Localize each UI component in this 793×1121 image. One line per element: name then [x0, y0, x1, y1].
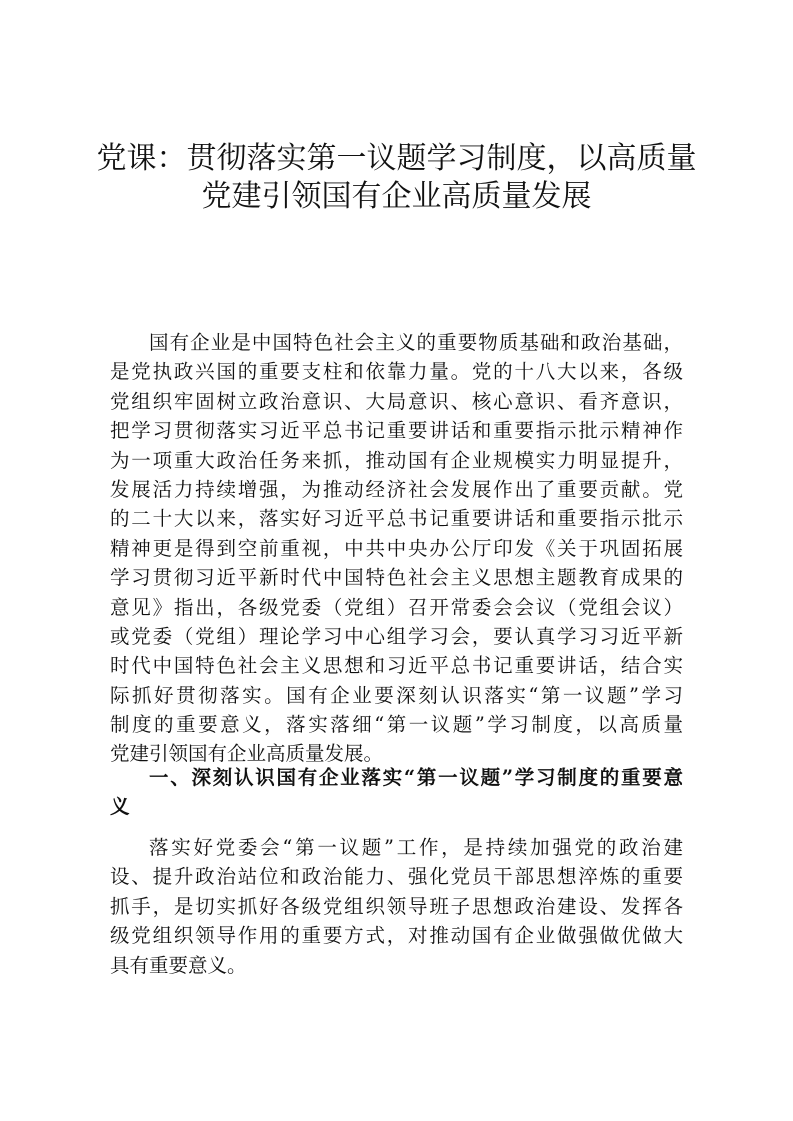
- text-line: 精神更是得到空前重视，中共中央办公厅印发《关于巩固拓展: [110, 536, 683, 560]
- title-line: 党建引领国有企业高质量发展: [201, 179, 592, 214]
- text-line: 为一项重大政治任务来抓，推动国有企业规模实力明显提升，: [110, 448, 683, 472]
- text-line: 义: [110, 795, 130, 819]
- paragraph-section-1: [110, 833, 683, 980]
- paragraph-intro: [110, 328, 683, 769]
- text-line: 意见》指出，各级党委（党组）召开常委会会议（党组会议）: [110, 595, 683, 619]
- document-title: [60, 140, 733, 216]
- text-line: 把学习贯彻落实习近平总书记重要讲话和重要指示批示精神作: [110, 419, 683, 443]
- text-line: 党建引领国有企业高质量发展。: [110, 742, 384, 766]
- text-line: 一、深刻认识国有企业落实“第一议题”学习制度的重要意: [149, 766, 683, 789]
- text-line: 或党委（党组）理论学习中心组学习会，要认真学习习近平新: [110, 624, 683, 648]
- text-line: 学习贯彻习近平新时代中国特色社会主义思想主题教育成果的: [110, 566, 683, 590]
- text-line: 际抓好贯彻落实。国有企业要深刻认识落实“第一议题”学习: [110, 683, 683, 707]
- section-heading-1: [110, 763, 683, 822]
- text-line: 发展活力持续增强，为推动经济社会发展作出了重要贡献。党: [110, 477, 683, 501]
- text-line: 制度的重要意义，落实落细“第一议题”学习制度，以高质量: [110, 713, 683, 737]
- text-line: 抓手，是切实抓好各级党组织领导班子思想政治建设、发挥各: [110, 894, 683, 918]
- text-line: 国有企业是中国特色社会主义的重要物质基础和政治基础，: [149, 331, 683, 354]
- text-line: 具有重要意义。: [110, 953, 247, 977]
- text-line: 时代中国特色社会主义思想和习近平总书记重要讲话，结合实: [110, 654, 683, 678]
- text-line: 是党执政兴国的重要支柱和依靠力量。党的十八大以来，各级: [110, 360, 683, 384]
- text-line: 级党组织领导作用的重要方式，对推动国有企业做强做优做大: [110, 924, 683, 948]
- text-line: 的二十大以来，落实好习近平总书记重要讲话和重要指示批示: [110, 507, 683, 531]
- title-line: 党课：贯彻落实第一议题学习制度，以高质量: [96, 141, 697, 176]
- text-line: 落实好党委会“第一议题”工作，是持续加强党的政治建: [149, 836, 683, 859]
- text-line: 党组织牢固树立政治意识、大局意识、核心意识、看齐意识，: [110, 389, 683, 413]
- text-line: 设、提升政治站位和政治能力、强化党员干部思想淬炼的重要: [110, 865, 683, 889]
